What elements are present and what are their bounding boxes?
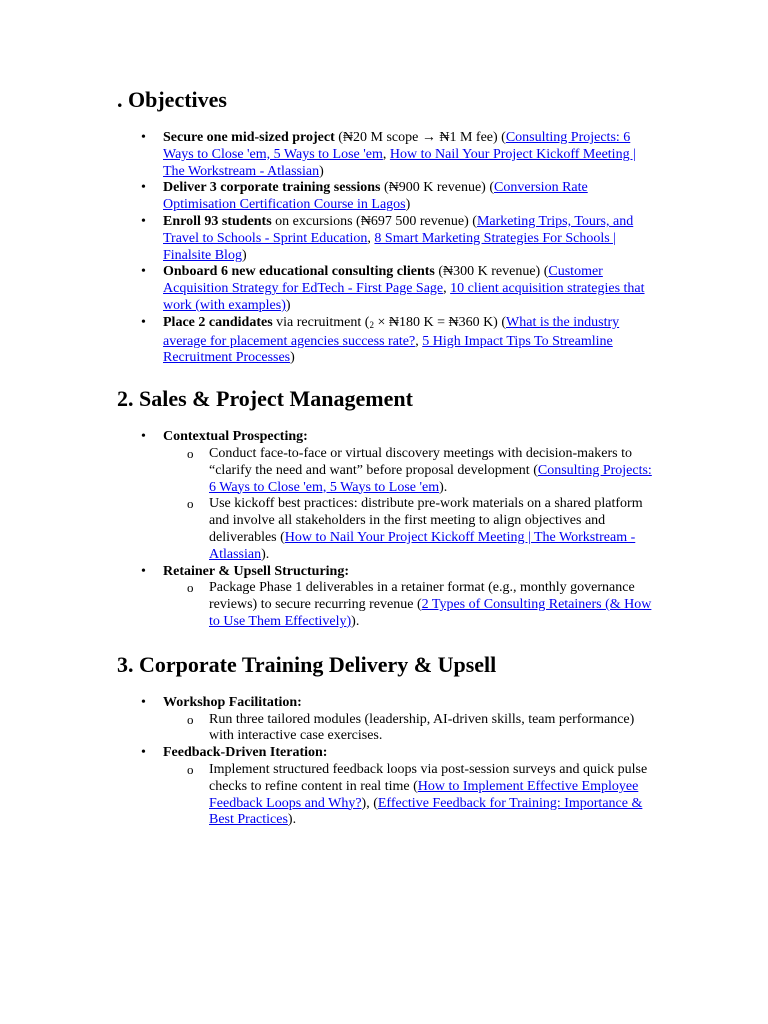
item-bold: Enroll 93 students	[163, 213, 272, 229]
sub-list-item	[209, 762, 657, 829]
arrow-glyph: →	[421, 130, 436, 145]
objectives-list	[163, 130, 657, 367]
item-heading: Feedback-Driven Iteration:	[163, 745, 328, 761]
item-bold: Secure one mid-sized project	[163, 130, 335, 145]
item-end: ).	[261, 546, 270, 562]
item-end: )	[241, 247, 247, 263]
item-mid: ), (	[361, 795, 378, 811]
link[interactable]: How to Nail Your Project Kickoff Meeting | The Workstream - Atlassian	[163, 146, 636, 179]
item-text: Use kickoff best practices: distribute pre-work materials on a shared platform and involve all stakeholders in the first meeting to align objectives and deliverables (	[209, 496, 643, 545]
section-title-sales: 2. Sales & Project Management	[117, 386, 413, 412]
link[interactable]: Effective Feedback for Training: Importance & Best Practices	[209, 795, 643, 828]
list-item	[163, 745, 657, 829]
separator: ,	[415, 333, 423, 349]
item-text: ₦1 M fee) (	[435, 130, 506, 145]
sales-list	[163, 429, 657, 631]
section-title-training: 3. Corporate Training Delivery & Upsell	[117, 651, 497, 677]
item-end: )	[285, 297, 291, 313]
item-bold: Place 2 candidates	[163, 314, 273, 330]
item-end: )	[405, 197, 411, 213]
sub-list-item	[209, 446, 657, 496]
item-heading: Workshop Facilitation:	[163, 694, 302, 710]
list-item	[163, 564, 657, 631]
separator: ,	[367, 230, 375, 246]
item-heading: Contextual Prospecting:	[163, 429, 308, 445]
item-end: ).	[439, 479, 448, 495]
link[interactable]: 2 Types of Consulting Retainers (& How to Use Them Effectively)	[209, 597, 652, 629]
item-text: Implement structured feedback loops via post-session surveys and quick pulse checks to refine content in real time (	[209, 761, 648, 794]
item-text: Conduct face-to-face or virtual discovery meetings with decision-makers to “clarify the need and want” before proposal development (	[209, 445, 632, 478]
item-bold: Deliver 3 corporate training sessions	[163, 180, 381, 196]
list-item	[163, 429, 657, 563]
link[interactable]: How to Implement Effective Employee Feedback Loops and Why?	[209, 778, 639, 811]
sub-list-item	[209, 496, 657, 563]
sub-list	[209, 712, 657, 746]
separator: ,	[443, 281, 451, 297]
section-title-objectives: . Objectives	[117, 87, 227, 112]
link[interactable]: Marketing Trips, Tours, and Travel to Schools - Sprint Education	[163, 213, 634, 246]
list-item	[163, 315, 657, 367]
link[interactable]: Customer Acquisition Strategy for EdTech - First Page Sage	[163, 264, 603, 297]
item-end: ).	[287, 812, 297, 828]
item-text: × ₦180 K = ₦360 K) (	[373, 314, 507, 330]
link[interactable]: 5 High Impact Tips To Streamline Recruitment Processes	[163, 333, 613, 366]
link[interactable]: 10 client acquisition strategies that work (with examples)	[163, 281, 645, 313]
list-item	[163, 130, 657, 180]
link[interactable]: How to Nail Your Project Kickoff Meeting | The Workstream - Atlassian	[209, 529, 636, 562]
list-item	[163, 180, 657, 214]
item-heading: Retainer & Upsell Structuring:	[163, 563, 349, 579]
link[interactable]: Consulting Projects: 6 Ways to Close 'em, 5 Ways to Lose 'em	[163, 130, 631, 162]
link[interactable]: Consulting Projects: 6 Ways to Close 'em, 5 Ways to Lose 'em	[209, 462, 652, 495]
item-text: (₦20 M scope	[334, 130, 422, 145]
link[interactable]: What is the industry average for placement agencies success rate?	[163, 314, 620, 349]
item-end: ).	[351, 613, 360, 629]
link[interactable]: 8 Smart Marketing Strategies For Schools | Finalsite Blog	[163, 230, 616, 263]
item-bold: Onboard 6 new educational consulting clients	[163, 264, 435, 280]
link[interactable]: Conversion Rate Optimisation Certification Course in Lagos	[163, 180, 588, 213]
item-text: Run three tailored modules (leadership, AI-driven skills, team performance) with interactive case exercises.	[209, 711, 635, 744]
list-item	[163, 695, 657, 745]
item-text: Package Phase 1 deliverables in a retainer format (e.g., monthly governance reviews) to secure recurring revenue (	[209, 580, 635, 613]
document-content	[117, 84, 657, 829]
item-text: via recruitment (	[272, 314, 370, 330]
training-list	[163, 695, 657, 829]
item-end: )	[319, 163, 324, 179]
item-text: (₦300 K revenue) (	[434, 264, 549, 280]
sub-list	[209, 446, 657, 564]
item-text: (₦900 K revenue) (	[380, 180, 495, 196]
sub-list	[209, 762, 657, 829]
item-end: )	[290, 350, 295, 366]
item-text: on excursions (₦697 500 revenue) (	[271, 213, 477, 229]
small-digit: 2	[369, 319, 374, 330]
list-item	[163, 214, 657, 264]
sub-list-item	[209, 580, 657, 630]
sub-list-item	[209, 712, 657, 746]
list-item	[163, 264, 657, 314]
separator: ,	[382, 146, 390, 162]
sub-list	[209, 580, 657, 630]
